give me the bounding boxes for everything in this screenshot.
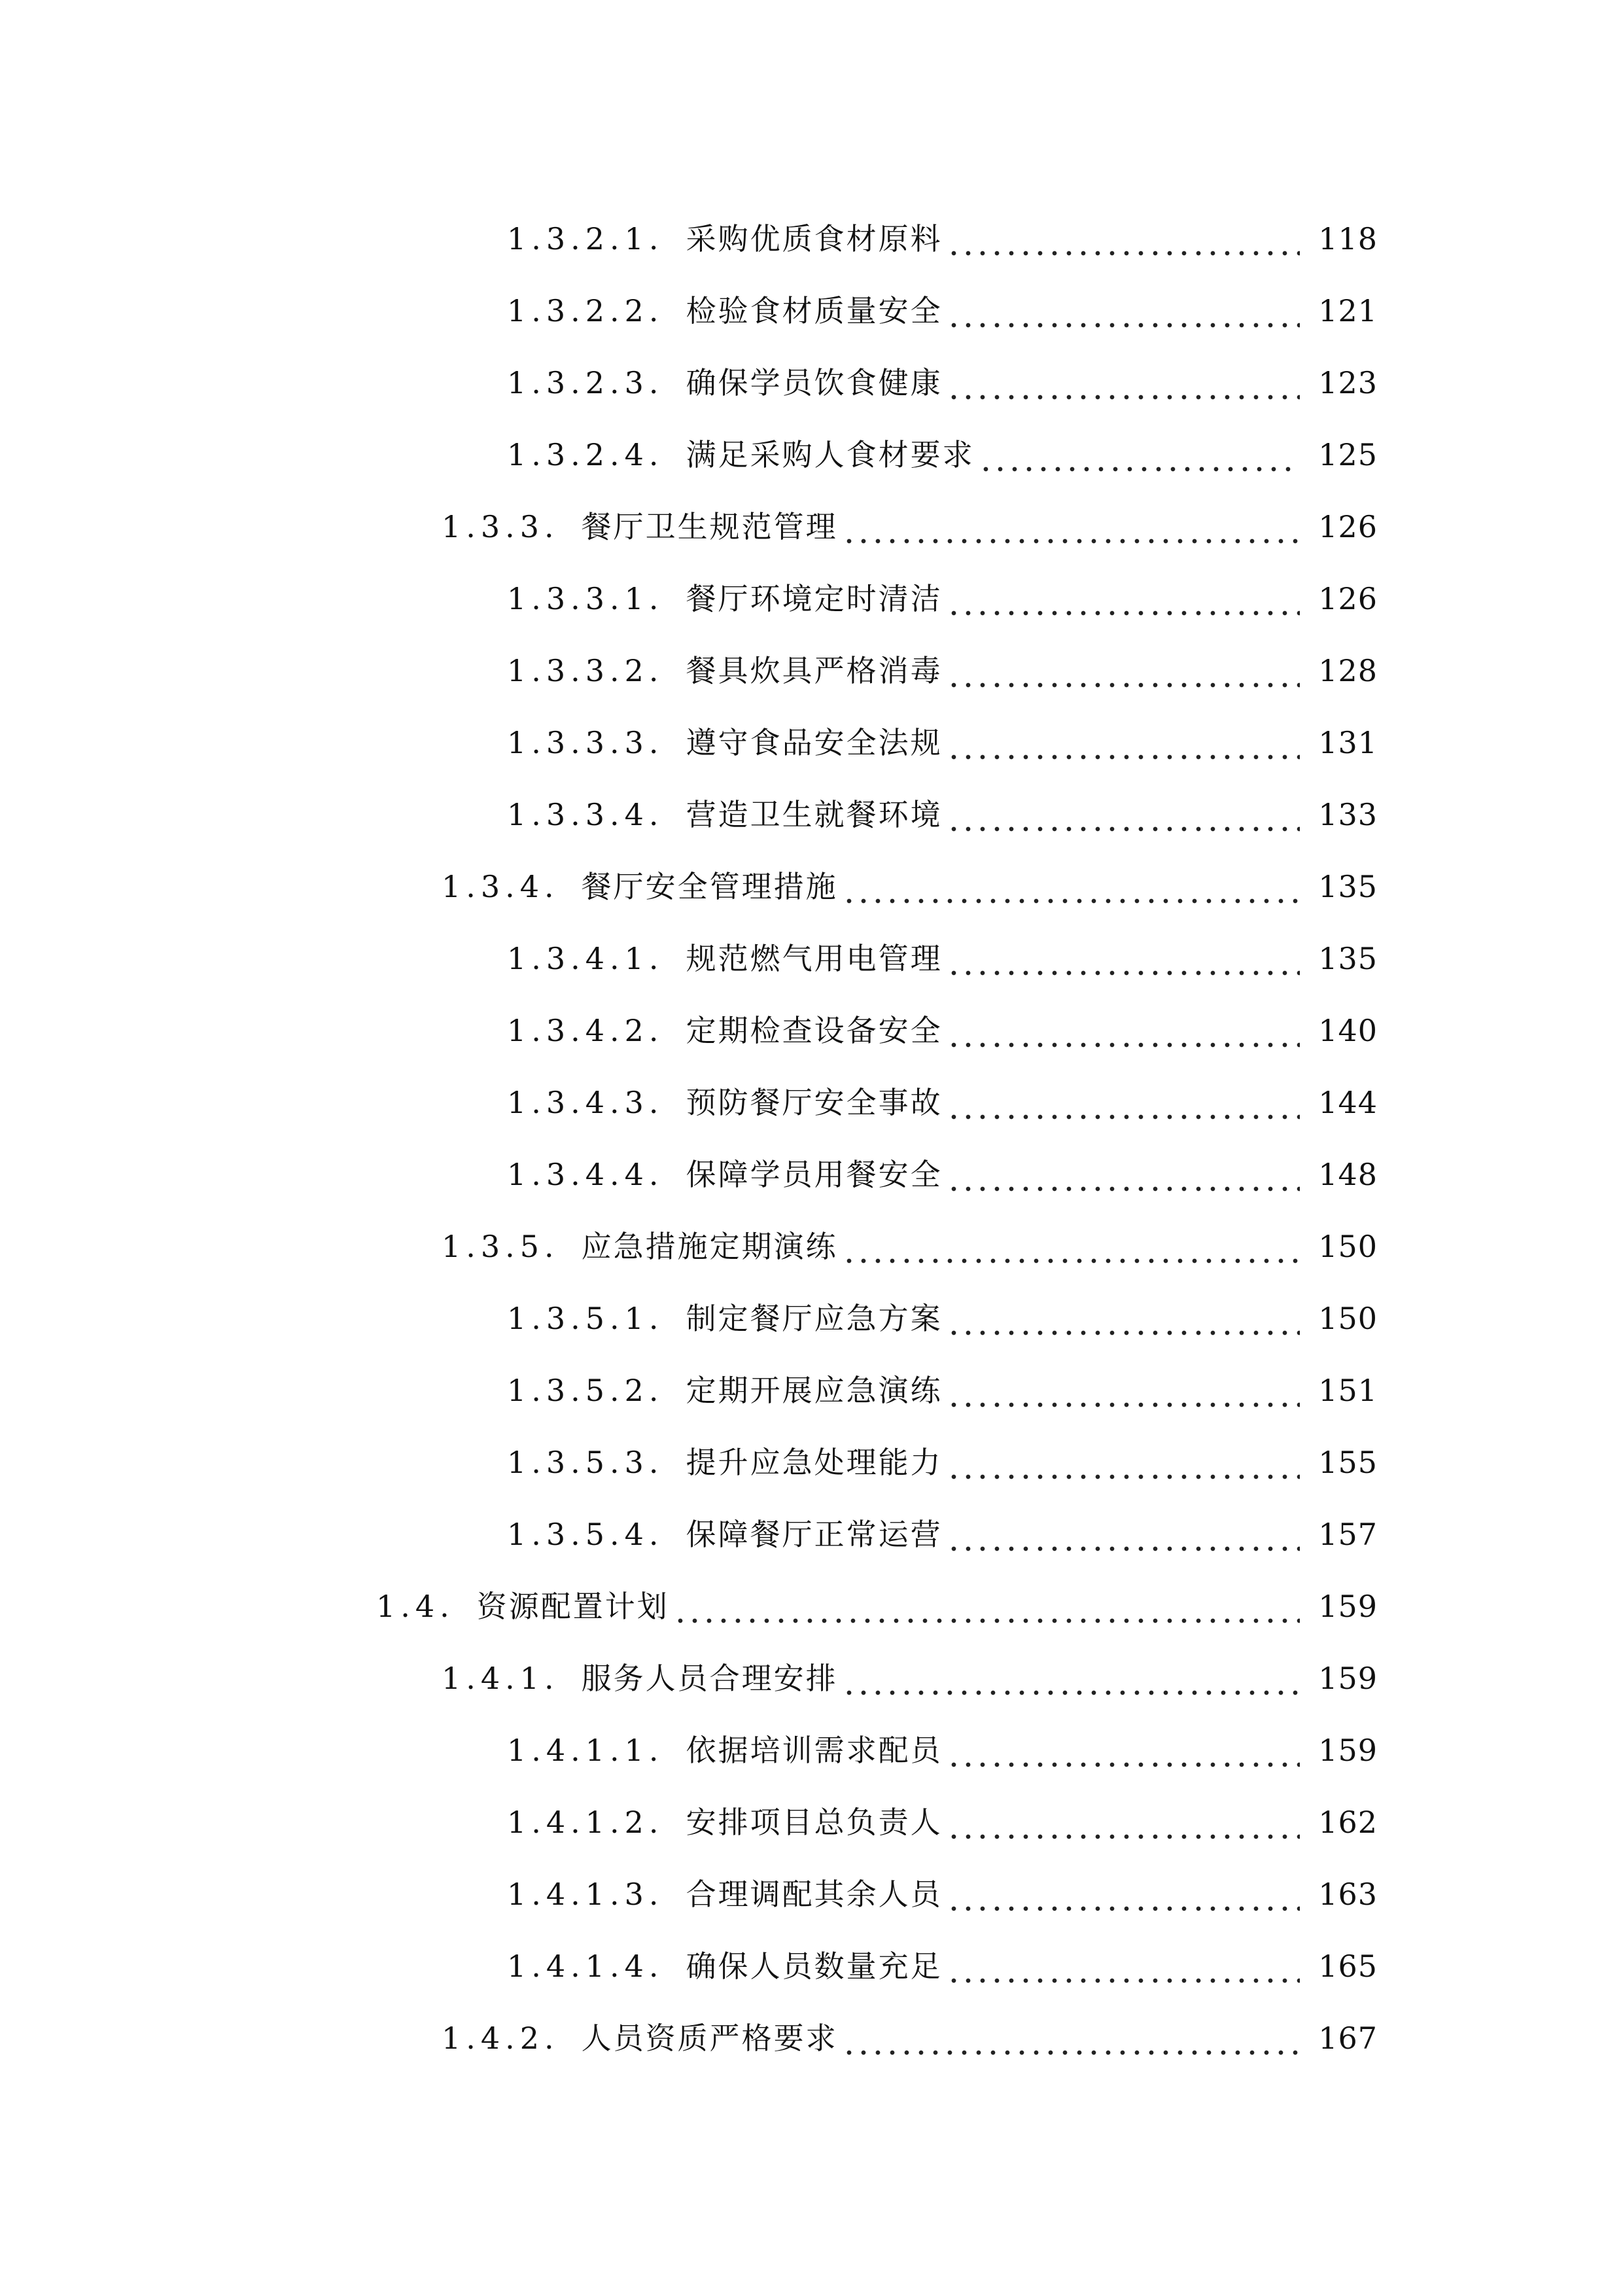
- toc-dot-leader: [947, 939, 1300, 978]
- toc-entry-page: 150: [1318, 1301, 1378, 1336]
- toc-entry-number: 1.3.4.4.: [507, 1157, 664, 1192]
- toc-entry-number: 1.3.2.4.: [507, 437, 664, 472]
- toc-entry-number: 1.3.3.: [442, 509, 559, 544]
- toc-entry[interactable]: [0, 1642, 1623, 1714]
- toc-entry-title: 餐厅环境定时清洁: [686, 581, 943, 616]
- toc-entry[interactable]: [0, 1714, 1623, 1786]
- toc-dot-leader: [842, 1227, 1300, 1266]
- toc-entry-title: 安排项目总负责人: [686, 1805, 943, 1840]
- toc-dot-leader: [947, 579, 1300, 618]
- toc-entry[interactable]: [0, 563, 1623, 635]
- toc-entry-title: 依据培训需求配员: [686, 1733, 943, 1768]
- toc-entry[interactable]: [0, 2002, 1623, 2074]
- toc-dot-leader: [947, 1155, 1300, 1194]
- toc-entry-page: 118: [1318, 221, 1378, 256]
- toc-entry-title: 遵守食品安全法规: [686, 725, 943, 760]
- toc-entry-page: 155: [1318, 1445, 1378, 1480]
- table-of-contents: [0, 203, 1623, 2074]
- toc-entry-number: 1.3.3.2.: [507, 653, 664, 688]
- toc-entry-title: 预防餐厅安全事故: [686, 1085, 943, 1120]
- toc-entry-page: 148: [1318, 1157, 1378, 1192]
- toc-entry[interactable]: [0, 1930, 1623, 2002]
- toc-entry-page: 159: [1318, 1733, 1378, 1768]
- toc-dot-leader: [947, 723, 1300, 762]
- toc-entry-number: 1.3.5.3.: [507, 1445, 664, 1480]
- toc-entry-page: 151: [1318, 1373, 1378, 1408]
- toc-entry-title: 餐厅卫生规范管理: [581, 509, 838, 544]
- toc-entry-number: 1.3.4.3.: [507, 1085, 664, 1120]
- toc-entry-page: 159: [1318, 1661, 1378, 1696]
- toc-entry-number: 1.3.5.2.: [507, 1373, 664, 1408]
- toc-entry-title: 人员资质严格要求: [581, 2021, 838, 2056]
- toc-dot-leader: [947, 363, 1300, 402]
- toc-dot-leader: [979, 435, 1300, 474]
- toc-entry-page: 128: [1318, 653, 1378, 688]
- toc-entry-page: 125: [1318, 437, 1378, 472]
- toc-dot-leader: [842, 2019, 1300, 2058]
- toc-entry-page: 133: [1318, 797, 1378, 832]
- toc-entry[interactable]: [0, 1210, 1623, 1282]
- toc-entry-title: 餐具炊具严格消毒: [686, 653, 943, 688]
- toc-entry-title: 确保学员饮食健康: [686, 365, 943, 400]
- toc-entry[interactable]: [0, 635, 1623, 707]
- toc-dot-leader: [842, 1659, 1300, 1698]
- toc-entry[interactable]: [0, 419, 1623, 491]
- toc-entry[interactable]: [0, 851, 1623, 923]
- toc-entry[interactable]: [0, 1426, 1623, 1498]
- toc-dot-leader: [947, 1947, 1300, 1986]
- toc-entry-number: 1.4.1.2.: [507, 1805, 664, 1840]
- toc-dot-leader: [947, 795, 1300, 834]
- toc-entry[interactable]: [0, 491, 1623, 563]
- toc-entry[interactable]: [0, 1786, 1623, 1858]
- toc-entry-title: 定期开展应急演练: [686, 1373, 943, 1408]
- toc-dot-leader: [947, 1875, 1300, 1914]
- toc-entry-number: 1.3.3.3.: [507, 725, 664, 760]
- toc-entry-number: 1.4.1.: [442, 1661, 559, 1696]
- toc-dot-leader: [947, 1371, 1300, 1410]
- toc-entry-title: 保障学员用餐安全: [686, 1157, 943, 1192]
- toc-entry-title: 营造卫生就餐环境: [686, 797, 943, 832]
- toc-entry[interactable]: [0, 1498, 1623, 1570]
- toc-entry-title: 确保人员数量充足: [686, 1949, 943, 1984]
- toc-entry-number: 1.3.5.4.: [507, 1517, 664, 1552]
- toc-entry-number: 1.4.1.1.: [507, 1733, 664, 1768]
- toc-entry-title: 规范燃气用电管理: [686, 941, 943, 976]
- toc-entry-title: 定期检查设备安全: [686, 1013, 943, 1048]
- toc-dot-leader: [947, 1803, 1300, 1842]
- toc-entry[interactable]: [0, 1354, 1623, 1426]
- toc-entry-title: 保障餐厅正常运营: [686, 1517, 943, 1552]
- toc-entry[interactable]: [0, 1570, 1623, 1642]
- toc-entry-number: 1.3.5.1.: [507, 1301, 664, 1336]
- toc-entry[interactable]: [0, 923, 1623, 995]
- toc-entry-number: 1.3.4.2.: [507, 1013, 664, 1048]
- toc-entry-page: 159: [1318, 1589, 1378, 1624]
- toc-dot-leader: [947, 1083, 1300, 1122]
- toc-entry-number: 1.3.4.1.: [507, 941, 664, 976]
- toc-entry-number: 1.3.3.4.: [507, 797, 664, 832]
- toc-entry[interactable]: [0, 779, 1623, 851]
- toc-entry-number: 1.3.5.: [442, 1229, 559, 1264]
- toc-entry-title: 合理调配其余人员: [686, 1877, 943, 1912]
- toc-entry-number: 1.3.2.3.: [507, 365, 664, 400]
- toc-entry-page: 126: [1318, 509, 1378, 544]
- toc-entry-title: 餐厅安全管理措施: [581, 869, 838, 904]
- toc-entry-title: 制定餐厅应急方案: [686, 1301, 943, 1336]
- toc-entry-page: 167: [1318, 2021, 1378, 2056]
- toc-entry[interactable]: [0, 1858, 1623, 1930]
- toc-dot-leader: [947, 1731, 1300, 1770]
- toc-entry-page: 163: [1318, 1877, 1378, 1912]
- toc-entry-title: 采购优质食材原料: [686, 221, 943, 256]
- toc-entry[interactable]: [0, 275, 1623, 347]
- toc-entry-number: 1.4.1.4.: [507, 1949, 664, 1984]
- toc-entry-page: 135: [1318, 941, 1378, 976]
- toc-entry-page: 157: [1318, 1517, 1378, 1552]
- toc-dot-leader: [947, 1443, 1300, 1482]
- toc-entry-page: 121: [1318, 293, 1378, 328]
- toc-dot-leader: [947, 1299, 1300, 1338]
- toc-entry-page: 123: [1318, 365, 1378, 400]
- toc-entry-page: 144: [1318, 1085, 1378, 1120]
- toc-entry-title: 提升应急处理能力: [686, 1445, 943, 1480]
- toc-entry-page: 162: [1318, 1805, 1378, 1840]
- toc-entry-title: 服务人员合理安排: [581, 1661, 838, 1696]
- toc-entry-page: 126: [1318, 581, 1378, 616]
- toc-entry[interactable]: [0, 707, 1623, 779]
- toc-dot-leader: [947, 291, 1300, 330]
- toc-entry-number: 1.4.1.3.: [507, 1877, 664, 1912]
- toc-entry-title: 满足采购人食材要求: [686, 437, 975, 472]
- toc-entry-number: 1.3.4.: [442, 869, 559, 904]
- toc-entry-number: 1.3.3.1.: [507, 581, 664, 616]
- toc-entry-title: 应急措施定期演练: [581, 1229, 838, 1264]
- toc-entry[interactable]: [0, 203, 1623, 275]
- toc-entry-title: 检验食材质量安全: [686, 293, 943, 328]
- toc-entry-page: 135: [1318, 869, 1378, 904]
- toc-dot-leader: [842, 867, 1300, 906]
- toc-entry-number: 1.4.2.: [442, 2021, 559, 2056]
- toc-entry-number: 1.4.: [376, 1589, 455, 1624]
- toc-entry-page: 140: [1318, 1013, 1378, 1048]
- toc-entry-number: 1.3.2.1.: [507, 221, 664, 256]
- toc-dot-leader: [947, 1515, 1300, 1554]
- toc-entry-page: 131: [1318, 725, 1378, 760]
- toc-entry[interactable]: [0, 1067, 1623, 1139]
- toc-dot-leader: [947, 219, 1300, 258]
- toc-entry[interactable]: [0, 995, 1623, 1067]
- toc-entry-page: 165: [1318, 1949, 1378, 1984]
- toc-entry[interactable]: [0, 347, 1623, 419]
- toc-entry[interactable]: [0, 1139, 1623, 1210]
- toc-dot-leader: [947, 651, 1300, 690]
- toc-dot-leader: [842, 507, 1300, 546]
- toc-entry[interactable]: [0, 1282, 1623, 1354]
- toc-dot-leader: [947, 1011, 1300, 1050]
- toc-entry-page: 150: [1318, 1229, 1378, 1264]
- toc-entry-number: 1.3.2.2.: [507, 293, 664, 328]
- toc-entry-title: 资源配置计划: [476, 1589, 669, 1624]
- toc-dot-leader: [673, 1587, 1300, 1626]
